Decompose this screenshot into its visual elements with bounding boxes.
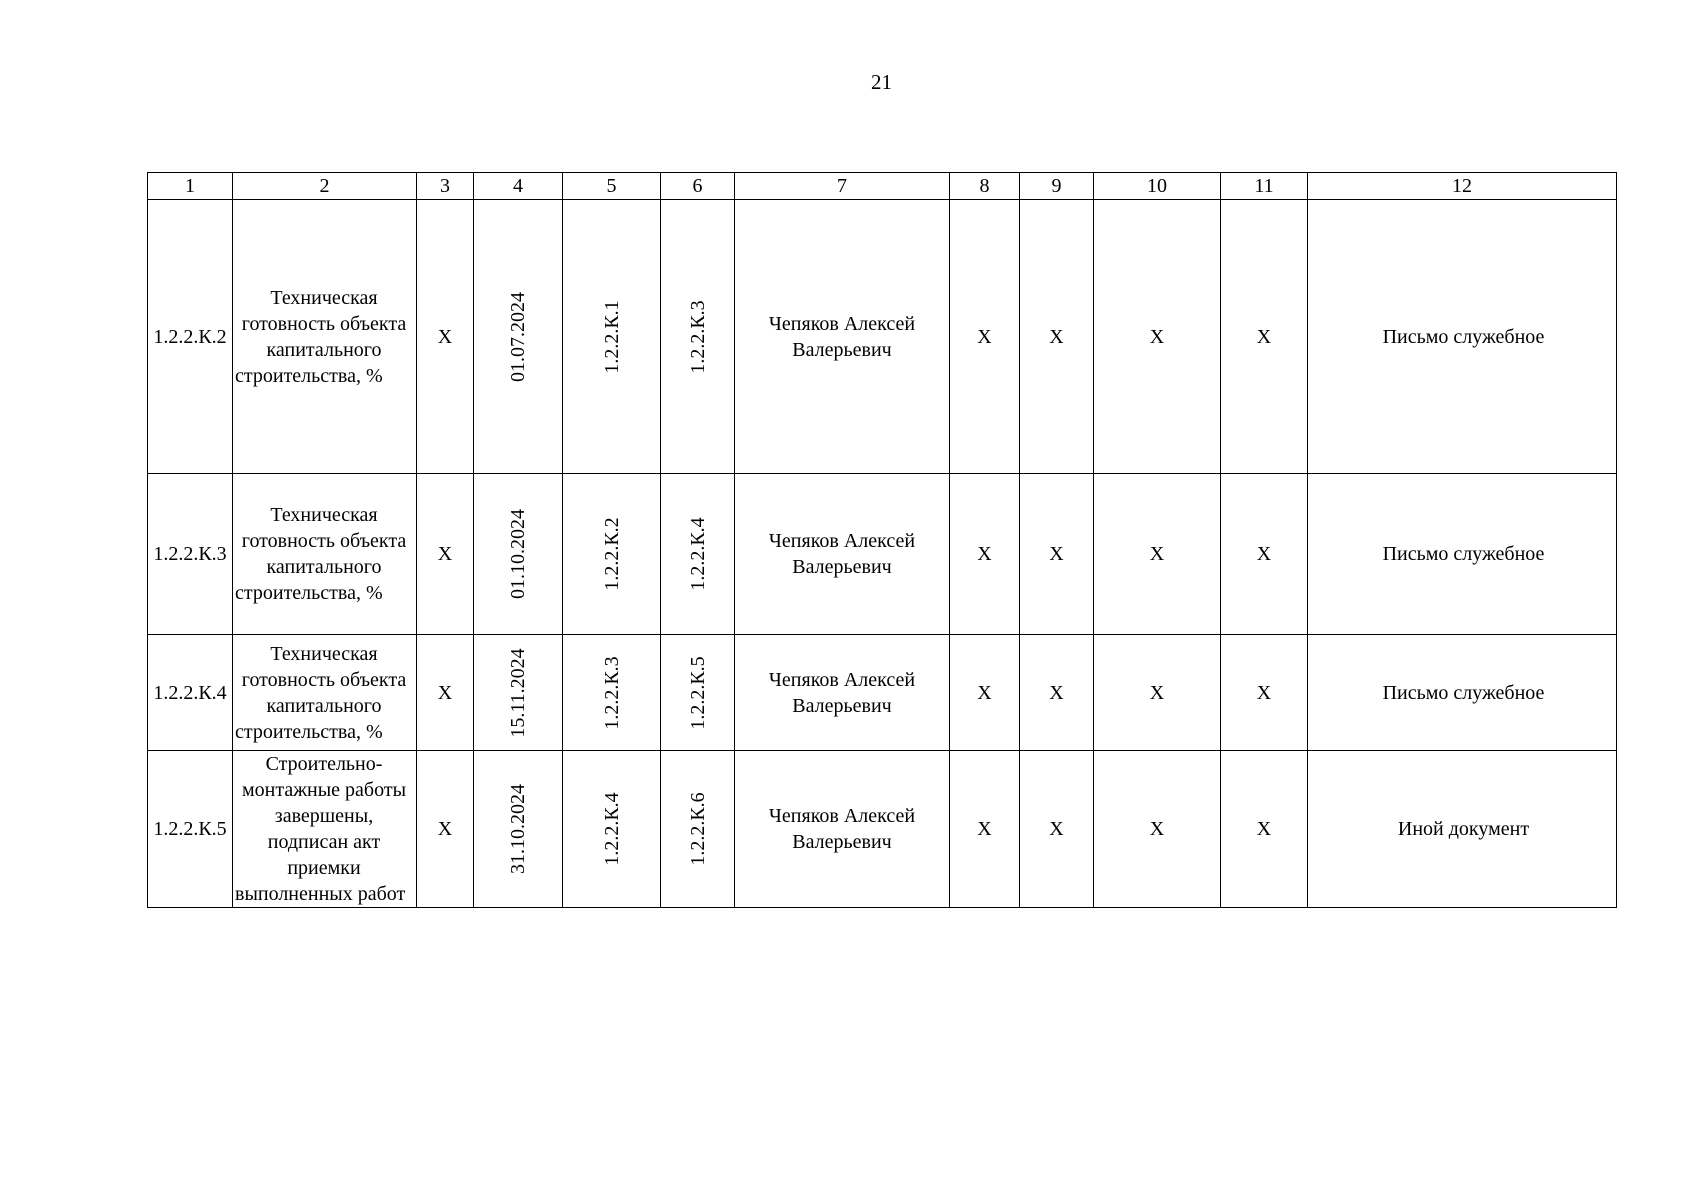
row-code: 1.2.2.К.5 bbox=[148, 751, 233, 908]
row-date-cell bbox=[474, 200, 563, 474]
row-prev-cell bbox=[563, 751, 661, 908]
row-prev-code: 1.2.2.К.4 bbox=[600, 792, 623, 866]
row-prev-cell bbox=[563, 474, 661, 635]
row-cell-x: Х bbox=[417, 751, 474, 908]
row-description: Техническая готовность объекта капитального строительства, % bbox=[233, 200, 417, 474]
row-description: Техническая готовность объекта капитального строительства, % bbox=[233, 635, 417, 751]
row-next-code: 1.2.2.К.5 bbox=[686, 655, 709, 730]
column-header: 6 bbox=[661, 173, 735, 200]
row-date: 01.07.2024 bbox=[507, 291, 529, 382]
row-responsible: Чепяков Алексей Валерьевич bbox=[735, 635, 950, 751]
column-header: 1 bbox=[148, 173, 233, 200]
column-header: 9 bbox=[1020, 173, 1094, 200]
column-header: 4 bbox=[474, 173, 563, 200]
row-cell-x: Х bbox=[417, 635, 474, 751]
column-header: 8 bbox=[950, 173, 1020, 200]
row-cell-x: Х bbox=[950, 200, 1020, 474]
row-next-cell bbox=[661, 474, 735, 635]
row-document: Письмо служебное bbox=[1308, 200, 1617, 474]
page-number: 21 bbox=[871, 70, 892, 94]
row-cell-x: Х bbox=[417, 474, 474, 635]
row-next-cell bbox=[661, 751, 735, 908]
row-description: Строительно-монтажные работы завершены, подписан акт приемки выполненных работ bbox=[233, 751, 417, 908]
control-points-table bbox=[147, 172, 1617, 908]
header-row bbox=[148, 173, 1617, 200]
row-cell-x: Х bbox=[1094, 751, 1221, 908]
row-date: 31.10.2024 bbox=[507, 784, 529, 874]
row-cell-x: Х bbox=[1221, 474, 1308, 635]
table-row bbox=[148, 635, 1617, 751]
column-header: 7 bbox=[735, 173, 950, 200]
row-date: 01.10.2024 bbox=[507, 509, 529, 599]
row-responsible: Чепяков Алексей Валерьевич bbox=[735, 751, 950, 908]
row-responsible: Чепяков Алексей Валерьевич bbox=[735, 474, 950, 635]
row-prev-code: 1.2.2.К.2 bbox=[600, 517, 623, 591]
row-description: Техническая готовность объекта капитального строительства, % bbox=[233, 474, 417, 635]
row-prev-code: 1.2.2.К.1 bbox=[600, 299, 623, 374]
row-cell-x: Х bbox=[950, 635, 1020, 751]
row-code: 1.2.2.К.4 bbox=[148, 635, 233, 751]
row-date-cell bbox=[474, 635, 563, 751]
row-next-code: 1.2.2.К.6 bbox=[686, 792, 709, 866]
row-cell-x: Х bbox=[950, 751, 1020, 908]
table-row bbox=[148, 200, 1617, 474]
row-prev-cell bbox=[563, 200, 661, 474]
column-header: 10 bbox=[1094, 173, 1221, 200]
row-cell-x: Х bbox=[1221, 751, 1308, 908]
row-cell-x: Х bbox=[950, 474, 1020, 635]
row-cell-x: Х bbox=[1094, 635, 1221, 751]
row-cell-x: Х bbox=[1020, 200, 1094, 474]
column-header: 3 bbox=[417, 173, 474, 200]
column-header: 12 bbox=[1308, 173, 1617, 200]
row-date-cell bbox=[474, 751, 563, 908]
row-cell-x: Х bbox=[1020, 635, 1094, 751]
row-code: 1.2.2.К.3 bbox=[148, 474, 233, 635]
row-cell-x: Х bbox=[1094, 474, 1221, 635]
row-prev-code: 1.2.2.К.3 bbox=[600, 655, 623, 730]
row-cell-x: Х bbox=[1221, 635, 1308, 751]
row-cell-x: Х bbox=[417, 200, 474, 474]
row-next-cell bbox=[661, 200, 735, 474]
row-next-cell bbox=[661, 635, 735, 751]
row-date: 15.11.2024 bbox=[507, 647, 529, 738]
row-document: Письмо служебное bbox=[1308, 474, 1617, 635]
row-document: Иной документ bbox=[1308, 751, 1617, 908]
row-prev-cell bbox=[563, 635, 661, 751]
row-cell-x: Х bbox=[1020, 474, 1094, 635]
column-header: 5 bbox=[563, 173, 661, 200]
column-header: 11 bbox=[1221, 173, 1308, 200]
row-next-code: 1.2.2.К.4 bbox=[686, 517, 709, 591]
row-code: 1.2.2.К.2 bbox=[148, 200, 233, 474]
table-row bbox=[148, 751, 1617, 908]
column-header: 2 bbox=[233, 173, 417, 200]
row-cell-x: Х bbox=[1094, 200, 1221, 474]
row-date-cell bbox=[474, 474, 563, 635]
row-document: Письмо служебное bbox=[1308, 635, 1617, 751]
row-cell-x: Х bbox=[1020, 751, 1094, 908]
row-cell-x: Х bbox=[1221, 200, 1308, 474]
table-row bbox=[148, 474, 1617, 635]
row-next-code: 1.2.2.К.3 bbox=[686, 299, 709, 374]
row-responsible: Чепяков Алексей Валерьевич bbox=[735, 200, 950, 474]
